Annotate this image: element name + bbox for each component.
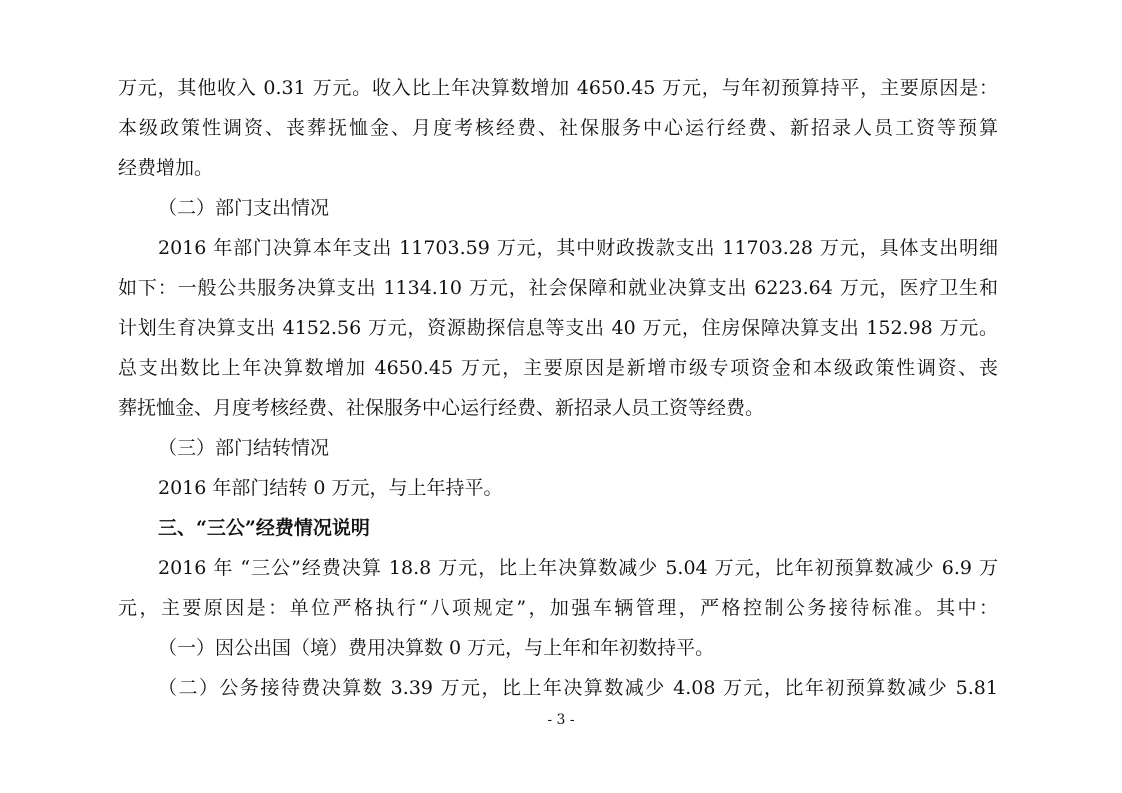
paragraph-line: （二）公务接待费决算数 3.39 万元，比上年决算数减少 4.08 万元，比年初预算数减少 5.81 xyxy=(158,677,998,699)
section-heading-carryover: （三）部门结转情况 xyxy=(158,437,330,459)
section-heading-three-public-expenses: 三、“三公”经费情况说明 xyxy=(158,517,370,539)
paragraph-line: （一）因公出国（境）费用决算数 0 万元，与上年和年初数持平。 xyxy=(158,637,715,659)
paragraph-line: 2016 年部门结转 0 万元，与上年持平。 xyxy=(158,477,503,499)
paragraph-line: 计划生育决算支出 4152.56 万元，资源勘探信息等支出 40 万元，住房保障决算支出 152.98 万元。 xyxy=(118,317,998,339)
paragraph-line: 2016 年 “三公”经费决算 18.8 万元，比上年决算数减少 5.04 万元，比年初预算数减少 6.9 万 xyxy=(158,557,998,579)
paragraph-line: 总支出数比上年决算数增加 4650.45 万元，主要原因是新增市级专项资金和本级政策性调资、丧 xyxy=(118,357,998,379)
document-body xyxy=(118,68,998,708)
paragraph-line: 本级政策性调资、丧葬抚恤金、月度考核经费、社保服务中心运行经费、新招录人员工资等预算 xyxy=(118,117,998,139)
page-number: - 3 - xyxy=(547,712,575,728)
paragraph-line: 经费增加。 xyxy=(118,157,214,179)
paragraph-line: 如下：一般公共服务决算支出 1134.10 万元，社会保障和就业决算支出 6223.64 万元，医疗卫生和 xyxy=(118,277,998,299)
paragraph-line: 2016 年部门决算本年支出 11703.59 万元，其中财政拨款支出 11703.28 万元，具体支出明细 xyxy=(158,237,998,259)
paragraph-line: 万元，其他收入 0.31 万元。收入比上年决算数增加 4650.45 万元，与年初预算持平，主要原因是： xyxy=(118,77,998,99)
paragraph-line: 葬抚恤金、月度考核经费、社保服务中心运行经费、新招录人员工资等经费。 xyxy=(118,397,765,419)
section-heading-expenditure: （二）部门支出情况 xyxy=(158,197,330,219)
paragraph-line: 元，主要原因是：单位严格执行“八项规定”，加强车辆管理，严格控制公务接待标准。其中： xyxy=(118,597,998,619)
